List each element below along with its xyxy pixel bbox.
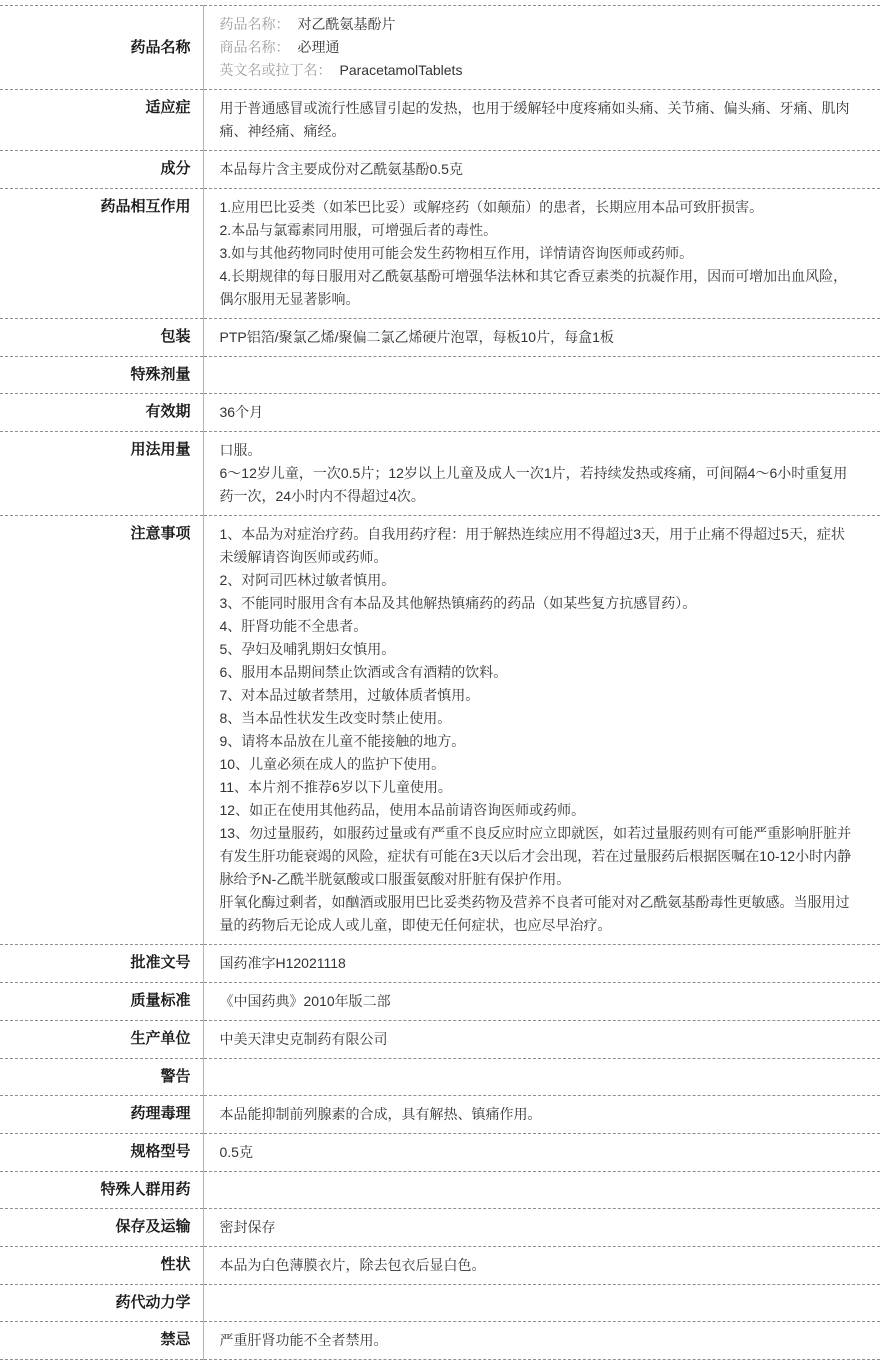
row-storage-transport <box>0 1209 880 1247</box>
row-content <box>203 1285 880 1322</box>
content-line: 2.本品与氯霉素同用服，可增强后者的毒性。 <box>219 222 498 238</box>
content-line: 本品能抑制前列腺素的合成，具有解热、镇痛作用。 <box>219 1106 542 1122</box>
content-line: 4、肝肾功能不全患者。 <box>219 618 368 634</box>
row-content <box>203 1021 880 1059</box>
content-line: 3.如与其他药物同时使用可能会发生药物相互作用，详情请咨询医师或药师。 <box>219 245 694 261</box>
row-pharmacokinetics <box>0 1285 880 1322</box>
row-label: 警告 <box>0 1059 203 1096</box>
content-line: 8、当本品性状发生改变时禁止使用。 <box>219 710 452 726</box>
drug-info-table <box>0 5 880 1360</box>
row-label: 成分 <box>0 151 203 189</box>
content-line: 6、服用本品期间禁止饮酒或含有酒精的饮料。 <box>219 664 508 680</box>
field-key: 药品名称： <box>219 16 290 32</box>
field-line <box>220 13 853 36</box>
row-drug-interactions <box>0 189 880 319</box>
field-key: 英文名或拉丁名： <box>219 62 332 78</box>
content-line: 10、儿童必须在成人的监护下使用。 <box>219 756 446 772</box>
row-content <box>203 151 880 189</box>
content-line: 5、孕妇及哺乳期妇女慎用。 <box>219 641 396 657</box>
row-content <box>203 1322 880 1360</box>
row-shelf-life <box>0 394 880 432</box>
content-line: 11、本片剂不推荐6岁以下儿童使用。 <box>219 779 452 795</box>
drug-info-page <box>0 5 880 1360</box>
field-line <box>220 59 853 82</box>
row-label: 适应症 <box>0 90 203 151</box>
row-label: 性状 <box>0 1247 203 1285</box>
content-line: 36个月 <box>219 404 264 420</box>
row-label: 特殊人群用药 <box>0 1172 203 1209</box>
content-line: 1、本品为对症治疗药。自我用药疗程：用于解热连续应用不得超过3天，用于止痛不得超过5天，症状未缓解请咨询医师或药师。 <box>219 526 845 565</box>
content-line: 9、请将本品放在儿童不能接触的地方。 <box>219 733 466 749</box>
row-ingredients <box>0 151 880 189</box>
row-content <box>203 90 880 151</box>
row-indications <box>0 90 880 151</box>
content-line: 国药准字H12021118 <box>219 955 346 971</box>
row-contraindications <box>0 1322 880 1360</box>
content-line: 口服。 <box>219 442 262 458</box>
row-dosage-administration <box>0 432 880 516</box>
content-line: 4.长期规律的每日服用对乙酰氨基酚可增强华法林和其它香豆素类的抗凝作用，因而可增加出血风险，偶尔服用无显著影响。 <box>219 268 848 307</box>
row-content <box>203 357 880 394</box>
row-content <box>203 394 880 432</box>
content-line: 肝氧化酶过剩者，如酗酒或服用巴比妥类药物及营养不良者可能对对乙酰氨基酚毒性更敏感。当服用过量的药物后无论成人或儿童，即使无任何症状，也应尽早治疗。 <box>219 894 850 933</box>
drug-info-rows <box>0 6 880 1360</box>
row-label: 注意事项 <box>0 516 203 945</box>
row-content <box>203 1172 880 1209</box>
row-content <box>203 1247 880 1285</box>
content-line: 中美天津史克制药有限公司 <box>219 1031 388 1047</box>
row-special-population <box>0 1172 880 1209</box>
row-specification <box>0 1134 880 1172</box>
content-line: 用于普通感冒或流行性感冒引起的发热，也用于缓解轻中度疼痛如头痛、关节痛、偏头痛、牙痛、肌肉痛、神经痛、痛经。 <box>219 100 850 139</box>
row-description <box>0 1247 880 1285</box>
field-value: 对乙酰氨基酚片 <box>297 16 396 32</box>
row-label: 药理毒理 <box>0 1096 203 1134</box>
row-label: 药品名称 <box>0 6 203 90</box>
row-label: 药代动力学 <box>0 1285 203 1322</box>
row-label: 生产单位 <box>0 1021 203 1059</box>
row-content <box>203 432 880 516</box>
row-content <box>203 319 880 357</box>
row-label: 用法用量 <box>0 432 203 516</box>
content-line: 1.应用巴比妥类（如苯巴比妥）或解痉药（如颠茄）的患者，长期应用本品可致肝损害。 <box>219 199 764 215</box>
content-line: 本品为白色薄膜衣片，除去包衣后显白色。 <box>219 1257 486 1273</box>
row-content <box>203 6 880 90</box>
row-manufacturer <box>0 1021 880 1059</box>
row-content <box>203 189 880 319</box>
row-special-dosage <box>0 357 880 394</box>
content-line: PTP铝箔/聚氯乙烯/聚偏二氯乙烯硬片泡罩，每板10片，每盒1板 <box>219 329 614 345</box>
field-line <box>220 36 853 59</box>
content-line: 6～12岁儿童，一次0.5片；12岁以上儿童及成人一次1片，若持续发热或疼痛，可间隔4～6小时重复用药一次，24小时内不得超过4次。 <box>219 465 848 504</box>
row-approval-number <box>0 945 880 983</box>
row-content <box>203 1134 880 1172</box>
row-content <box>203 1096 880 1134</box>
row-label: 药品相互作用 <box>0 189 203 319</box>
row-content <box>203 516 880 945</box>
content-line: 7、对本品过敏者禁用，过敏体质者慎用。 <box>219 687 480 703</box>
row-label: 保存及运输 <box>0 1209 203 1247</box>
row-label: 批准文号 <box>0 945 203 983</box>
row-content <box>203 1059 880 1096</box>
row-label: 有效期 <box>0 394 203 432</box>
row-pharmacology-toxicology <box>0 1096 880 1134</box>
row-label: 特殊剂量 <box>0 357 203 394</box>
content-line: 《中国药典》2010年版二部 <box>219 993 391 1009</box>
row-label: 包装 <box>0 319 203 357</box>
row-content <box>203 983 880 1021</box>
row-label: 禁忌 <box>0 1322 203 1360</box>
row-warning <box>0 1059 880 1096</box>
content-line: 13、勿过量服药，如服药过量或有严重不良反应时应立即就医，如若过量服药则有可能严重影响肝脏并有发生肝功能衰竭的风险，症状有可能在3天以后才会出现，若在过量服药后根据医嘱在10-12小时内静脉给予N-乙酰半胱氨酸或口服蛋氨酸对肝脏有保护作用。 <box>219 825 852 887</box>
content-line: 严重肝肾功能不全者禁用。 <box>219 1332 388 1348</box>
row-packaging <box>0 319 880 357</box>
content-line: 本品每片含主要成份对乙酰氨基酚0.5克 <box>219 161 463 177</box>
content-line: 12、如正在使用其他药品，使用本品前请咨询医师或药师。 <box>219 802 586 818</box>
row-drug-name <box>0 6 880 90</box>
row-content <box>203 1209 880 1247</box>
field-value: 必理通 <box>297 39 340 55</box>
field-key: 商品名称： <box>219 39 290 55</box>
content-line: 3、不能同时服用含有本品及其他解热镇痛药的药品（如某些复方抗感冒药）。 <box>219 595 697 611</box>
content-line: 密封保存 <box>219 1219 276 1235</box>
content-line: 0.5克 <box>219 1144 253 1160</box>
row-label: 质量标准 <box>0 983 203 1021</box>
row-label: 规格型号 <box>0 1134 203 1172</box>
row-precautions <box>0 516 880 945</box>
field-value: ParacetamolTablets <box>339 62 463 78</box>
content-line: 2、对阿司匹林过敏者慎用。 <box>219 572 396 588</box>
row-quality-standard <box>0 983 880 1021</box>
row-content <box>203 945 880 983</box>
